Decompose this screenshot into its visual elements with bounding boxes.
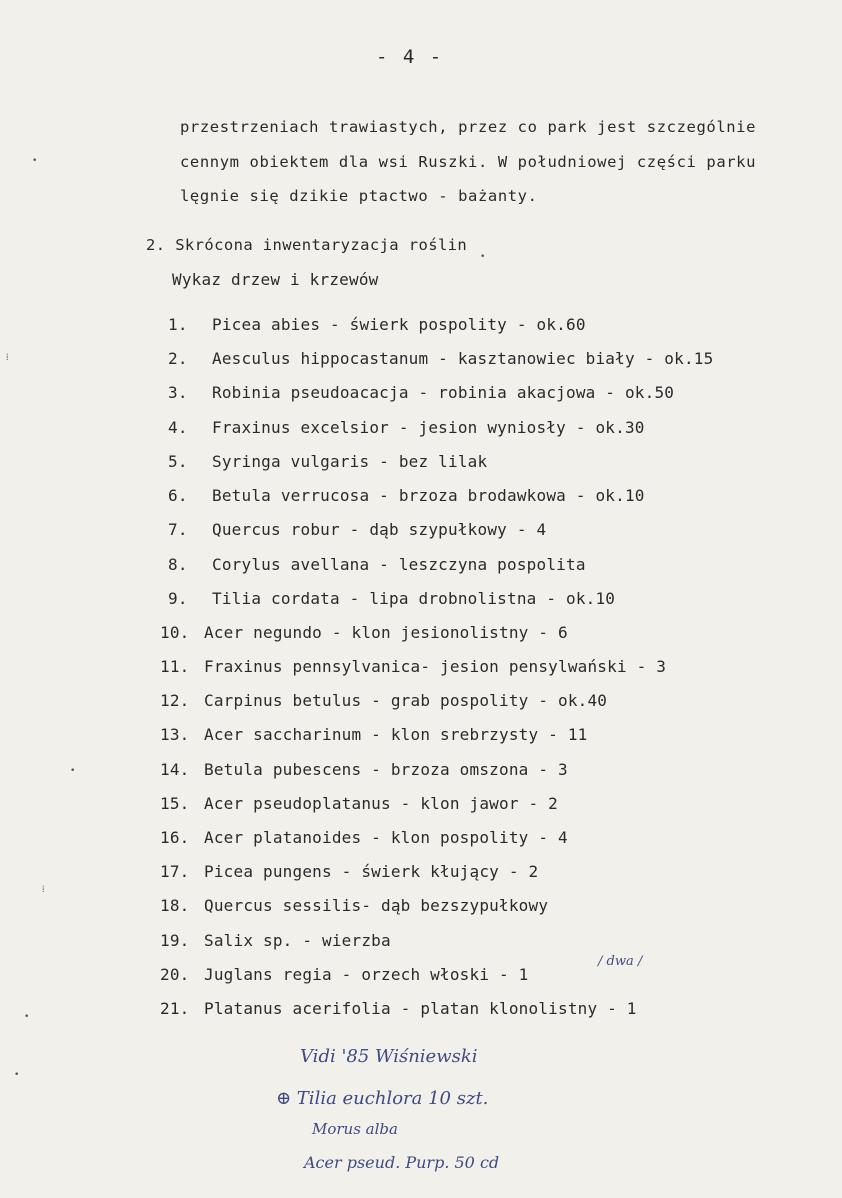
margin-speck: • <box>24 1012 30 1022</box>
list-item <box>160 760 568 779</box>
subsection-title: Wykaz drzew i krzewów <box>172 270 379 289</box>
item-number: 2. <box>168 349 188 368</box>
section-title: 2. Skrócona inwentaryzacja roślin <box>146 236 468 254</box>
handwritten-note: Acer pseud. Purp. 50 cd <box>304 1153 500 1172</box>
list-item <box>160 794 558 813</box>
item-number: 8. <box>168 555 188 574</box>
list-item <box>160 965 529 984</box>
item-number: 7. <box>168 520 188 539</box>
margin-speck: ⁞ <box>42 885 45 895</box>
margin-speck: • <box>14 1070 20 1080</box>
list-item <box>160 931 391 950</box>
item-text: Betula verrucosa - brzoza brodawkowa - ok.10 <box>212 486 645 505</box>
list-item <box>168 349 713 368</box>
paragraph-line: przestrzeniach trawiastych, przez co park jest szczególnie <box>180 118 757 136</box>
item-number: 4. <box>168 418 188 437</box>
item-number: 20. <box>160 965 190 984</box>
list-item <box>160 691 608 710</box>
item-text: Fraxinus pennsylvanica- jesion pensylwański - 3 <box>204 657 667 676</box>
list-item <box>168 555 586 574</box>
item-text: Betula pubescens - brzoza omszona - 3 <box>204 760 568 779</box>
item-number: 16. <box>160 828 190 847</box>
item-number: 21. <box>160 999 190 1018</box>
item-text: Quercus robur - dąb szypułkowy - 4 <box>212 520 547 539</box>
list-item <box>160 725 588 744</box>
item-text: Robinia pseudoacacja - robinia akacjowa - ok.50 <box>212 383 675 402</box>
item-text: Tilia cordata - lipa drobnolistna - ok.10 <box>212 589 616 608</box>
margin-speck: • <box>32 156 38 166</box>
item-text: Syringa vulgaris - bez lilak <box>212 452 488 471</box>
list-item <box>160 999 637 1018</box>
item-number: 15. <box>160 794 190 813</box>
list-item <box>160 896 549 915</box>
item-number: 1. <box>168 315 188 334</box>
margin-speck: ⁞ <box>6 353 9 363</box>
item-text: Acer pseudoplatanus - klon jawor - 2 <box>204 794 558 813</box>
item-text: Salix sp. - wierzba <box>204 931 391 950</box>
handwritten-note: / dwa / <box>598 954 643 969</box>
list-item <box>168 452 487 471</box>
list-item <box>160 862 539 881</box>
margin-speck: • <box>480 252 486 262</box>
item-number: 6. <box>168 486 188 505</box>
item-number: 11. <box>160 657 190 676</box>
item-number: 5. <box>168 452 188 471</box>
margin-speck: • <box>70 766 76 776</box>
list-item <box>168 315 586 334</box>
item-text: Platanus acerifolia - platan klonolistny - 1 <box>204 999 637 1018</box>
item-number: 19. <box>160 931 190 950</box>
paragraph-line: lęgnie się dzikie ptactwo - bażanty. <box>180 187 538 205</box>
item-number: 18. <box>160 896 190 915</box>
handwritten-note: Vidi '85 Wiśniewski <box>300 1046 478 1067</box>
item-number: 9. <box>168 589 188 608</box>
item-text: Aesculus hippocastanum - kasztanowiec biały - ok.15 <box>212 349 714 368</box>
list-item <box>160 623 568 642</box>
item-text: Corylus avellana - leszczyna pospolita <box>212 555 586 574</box>
item-text: Acer platanoides - klon pospolity - 4 <box>204 828 568 847</box>
item-text: Fraxinus excelsior - jesion wyniosły - ok.30 <box>212 418 645 437</box>
item-text: Juglans regia - orzech włoski - 1 <box>204 965 529 984</box>
list-item <box>160 828 568 847</box>
item-number: 3. <box>168 383 188 402</box>
handwritten-note: ⊕ Tilia euchlora 10 szt. <box>276 1088 489 1109</box>
list-item <box>168 589 615 608</box>
item-number: 10. <box>160 623 190 642</box>
item-number: 17. <box>160 862 190 881</box>
handwritten-note: Morus alba <box>312 1120 398 1138</box>
item-text: Acer saccharinum - klon srebrzysty - 11 <box>204 725 588 744</box>
item-text: Picea pungens - świerk kłujący - 2 <box>204 862 539 881</box>
item-number: 12. <box>160 691 190 710</box>
item-number: 14. <box>160 760 190 779</box>
item-text: Acer negundo - klon jesionolistny - 6 <box>204 623 568 642</box>
item-number: 13. <box>160 725 190 744</box>
paragraph-line: cennym obiektem dla wsi Ruszki. W południowej części parku <box>180 153 757 171</box>
item-text: Picea abies - świerk pospolity - ok.60 <box>212 315 586 334</box>
list-item <box>168 383 674 402</box>
item-text: Carpinus betulus - grab pospolity - ok.40 <box>204 691 608 710</box>
page-number: - 4 - <box>376 46 444 68</box>
list-item <box>168 486 645 505</box>
list-item <box>168 520 546 539</box>
list-item <box>168 418 645 437</box>
list-item <box>160 657 667 676</box>
item-text: Quercus sessilis- dąb bezszypułkowy <box>204 896 549 915</box>
